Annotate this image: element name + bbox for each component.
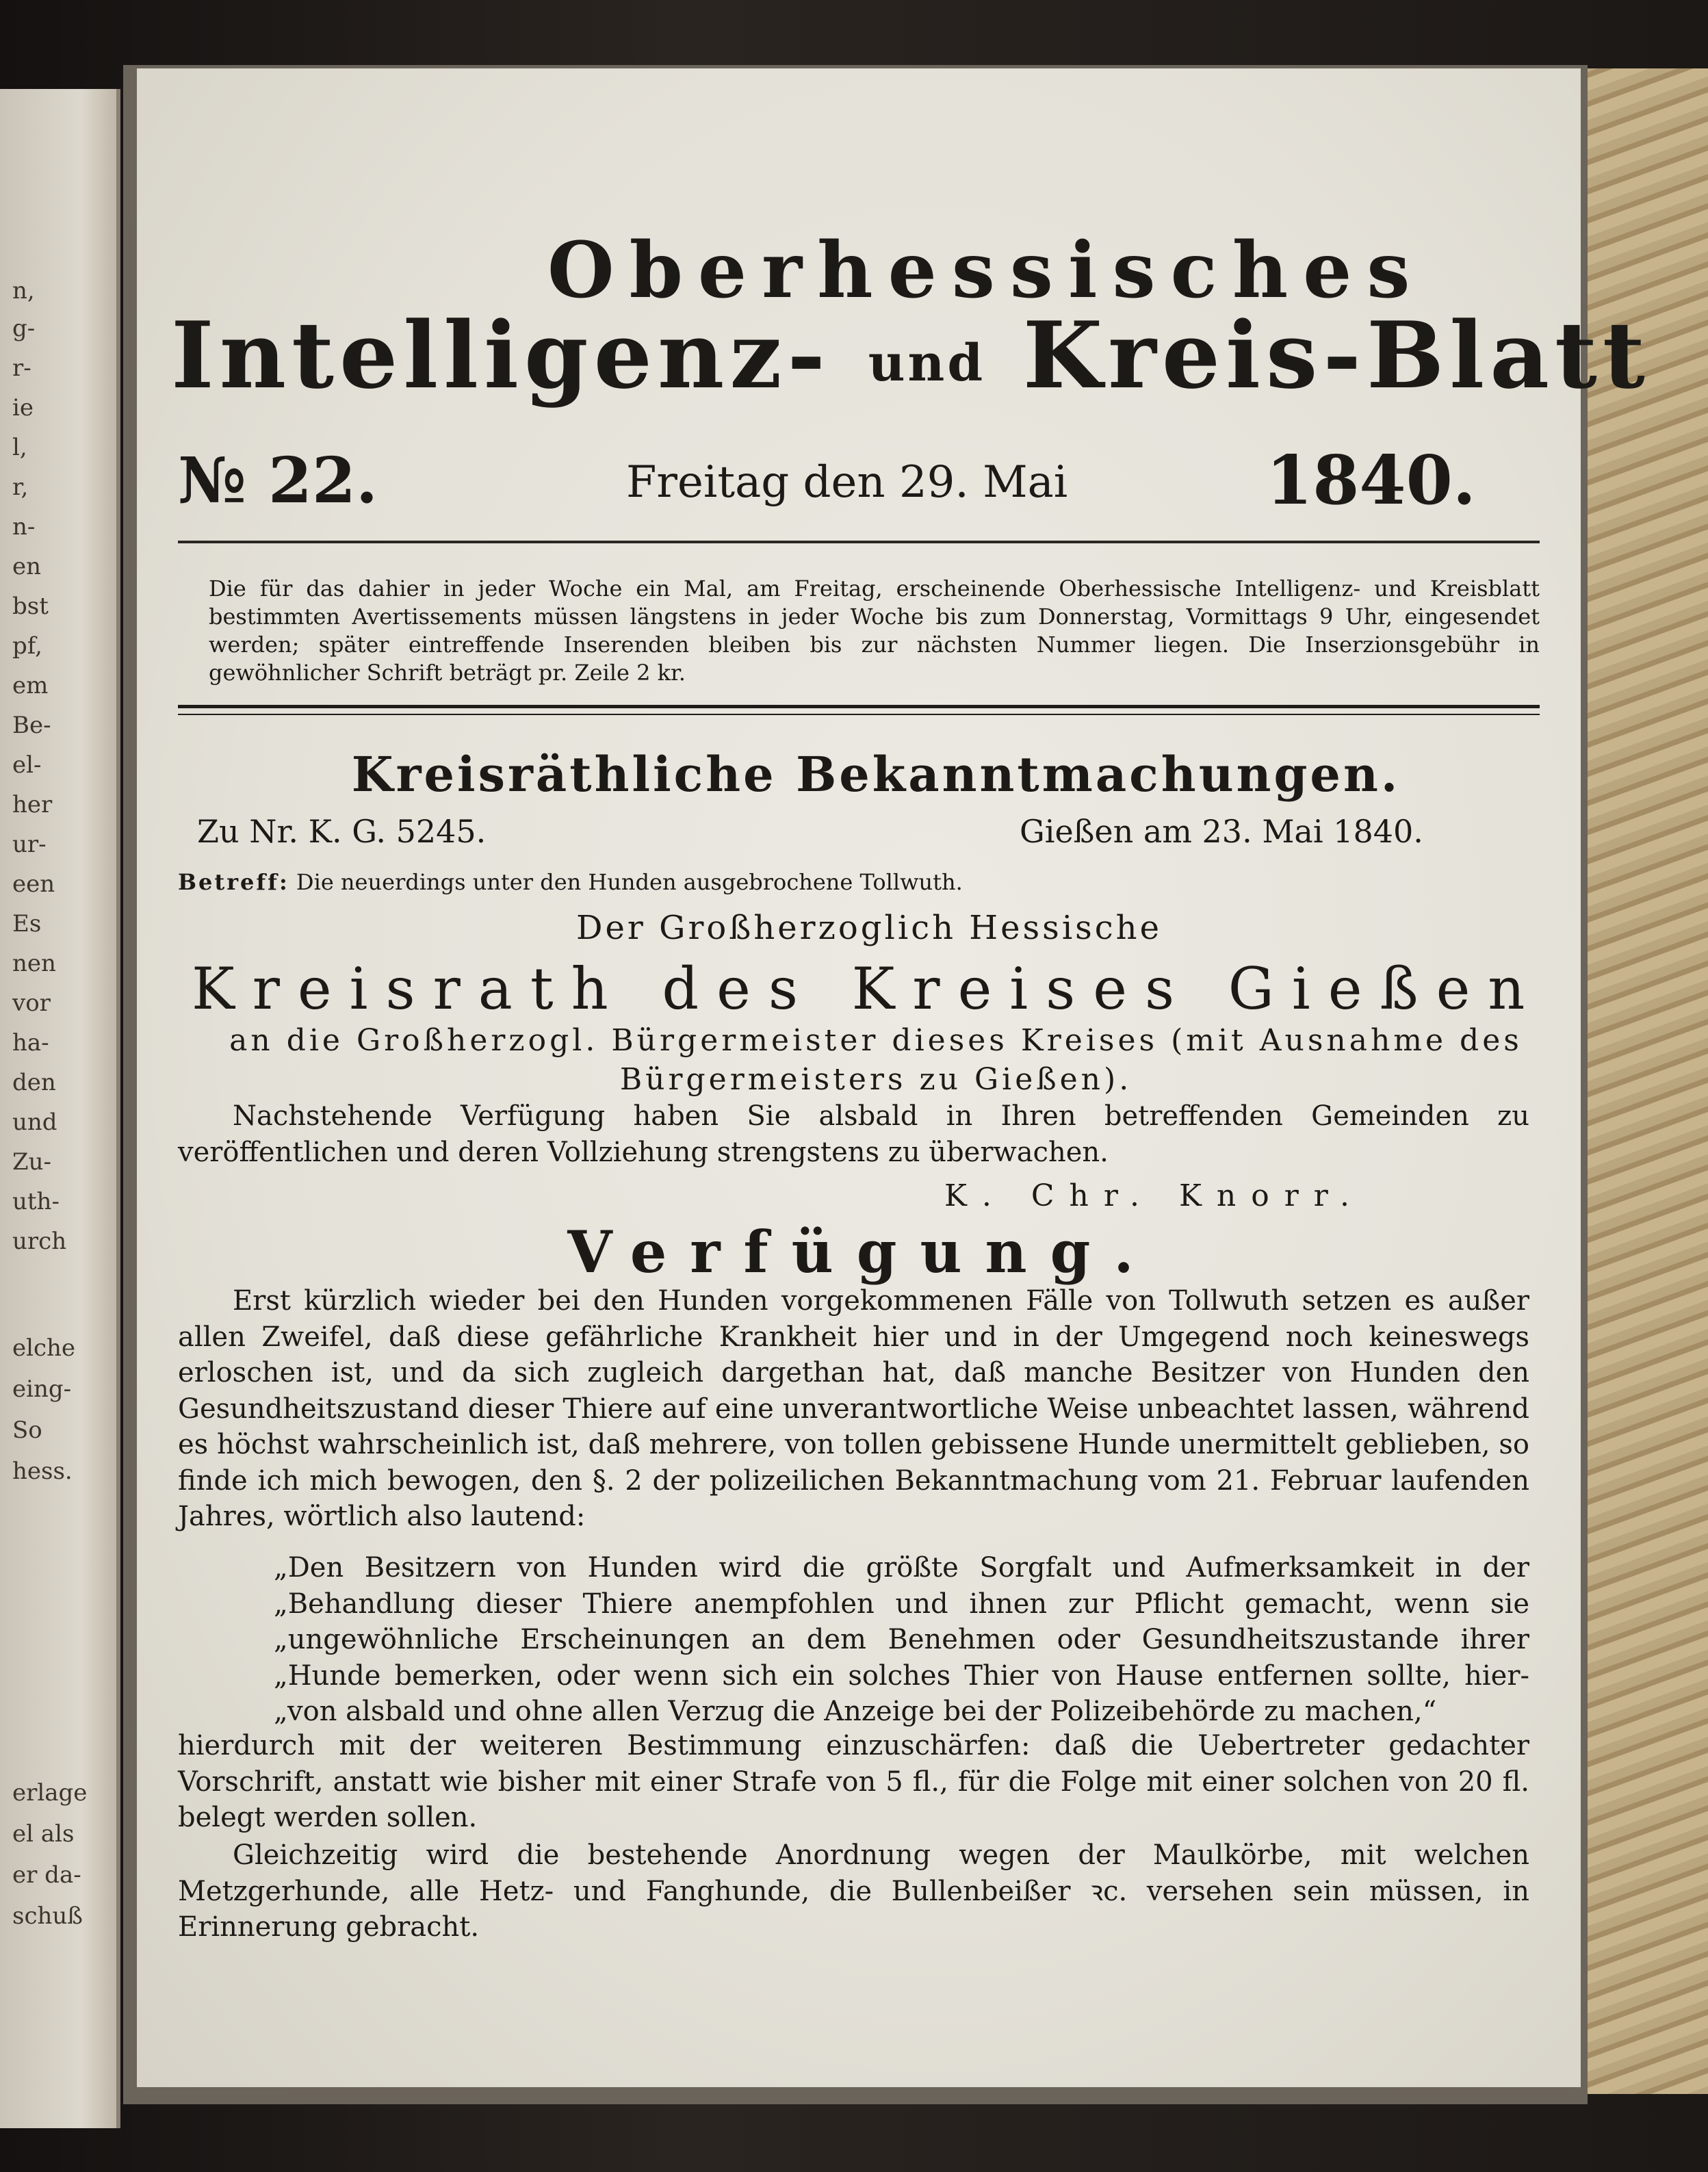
subject-label: Betreff: (178, 869, 289, 895)
previous-page-fragment: vor (12, 990, 51, 1017)
previous-page-fragment: pf, (12, 632, 42, 660)
previous-page-fragment: el als (12, 1820, 75, 1848)
issuer-line: Der Großherzoglich Hessische (576, 909, 1162, 947)
section-title: Kreisräthliche Bekanntmachungen. (351, 746, 1401, 803)
previous-page-fragment: Es (12, 910, 42, 938)
previous-page-fragment: n, (12, 277, 35, 305)
previous-page-fragment: elche (12, 1334, 76, 1362)
previous-page-fragment: nen (12, 950, 56, 977)
previous-page-fragment: ha- (12, 1029, 49, 1057)
previous-page-fragment: een (12, 870, 55, 898)
issue-year: 1840. (1266, 441, 1476, 520)
intro-paragraph (178, 1098, 1529, 1170)
previous-page-fragment: em (12, 672, 49, 699)
section-divider (178, 705, 1540, 715)
reference-number: Zu Nr. K. G. 5245. (197, 813, 487, 850)
previous-page-fragment: g- (12, 315, 36, 342)
decree-paragraph (178, 1283, 1529, 1535)
decree-continuation-text: hierdurch mit der weiteren Bestimmung einzuschärfen: daß die Uebertreter gedachter Vorschrift, anstatt wie bisher mit einer Strafe von 5 fl., für die Folge mit einer solchen von 20 fl. belegt werden sollen. (178, 1730, 1529, 1833)
previous-page-fragment: r- (12, 354, 31, 382)
previous-page-fragment: her (12, 791, 53, 818)
masthead-title-part: Intelligenz- (171, 301, 831, 409)
previous-page-fragment: eing- (12, 1375, 72, 1403)
decree-continuation (178, 1728, 1529, 1836)
masthead-title-conjunction: und (868, 334, 986, 393)
previous-page-fragment: hess. (12, 1458, 73, 1485)
previous-page-fragment: Be- (12, 712, 51, 739)
addressee-line: Bürgermeisters zu Gießen). (619, 1062, 1133, 1097)
previous-page-fragment: r, (12, 474, 29, 501)
previous-page-fragment: den (12, 1069, 56, 1096)
previous-page-fragment: l, (12, 434, 27, 461)
issue-date: Freitag den 29. Mai (626, 457, 1068, 508)
decree-title: Verfügung. (567, 1218, 1157, 1286)
subscription-notice: Die für das dahier in jeder Woche ein Mal, am Freitag, erscheinende Oberhessische Intelligenz- und Kreisblatt bestimmten Avertissements müssen längstens in jeder Woche bis zum Donnerstag, Vormittags 9 Uhr, eingesendet werden; später eintreffende Inserenden bleiben bis zur nächsten Nummer liegen. Die Inserzionsgebühr in gewöhnlicher Schrift beträgt pr. Zeile 2 kr. (209, 576, 1540, 686)
previous-page-fragment: ie (12, 394, 34, 422)
masthead-title (171, 301, 1651, 409)
previous-page-fragment: er da- (12, 1861, 81, 1889)
previous-page-fragment: urch (12, 1228, 67, 1255)
addressee-line: an die Großherzogl. Bürgermeister dieses Kreises (mit Ausnahme des (229, 1023, 1523, 1058)
header-rule (178, 541, 1540, 543)
quoted-regulation (178, 1550, 1529, 1730)
previous-page-fragment: en (12, 553, 42, 580)
subject-text: Die neuerdings unter den Hunden ausgebrochene Tollwuth. (296, 869, 963, 895)
previous-page-fragment: und (12, 1109, 57, 1136)
previous-page-fragment: erlage (12, 1779, 88, 1807)
issue-number: № 22. (178, 443, 378, 517)
previous-page-fragment: n- (12, 513, 36, 541)
previous-page-fragment: el- (12, 751, 42, 779)
signature: K. Chr. Knorr. (944, 1178, 1364, 1213)
intro-text: Nachstehende Verfügung haben Sie alsbald in Ihren betreffenden Gemeinden zu veröffentlichen und deren Vollziehung strengstens zu überwachen. (178, 1100, 1529, 1168)
previous-page-edge (0, 89, 120, 2128)
final-paragraph-text: Gleichzeitig wird die bestehende Anordnung wegen der Maulkörbe, mit welchen Metzgerhunde, alle Hetz- und Fanghunde, die Bullenbeißer ꝛc. versehen sein müssen, in Erinnerung gebracht. (178, 1839, 1529, 1943)
final-paragraph (178, 1837, 1529, 1945)
quoted-regulation-text: „Den Besitzern von Hunden wird die größte Sorgfalt und Aufmerksamkeit in der „Behandlung dieser Thiere anempfohlen und ihnen zur Pflicht gemacht, wenn sie „ungewöhnliche Erscheinungen an dem Benehmen oder Gesundheitszustande ihrer „Hunde bemerken, oder wenn sich ein solches Thier von Hause entfernen sollte, hier- „von alsbald und ohne allen Verzug die Anzeige bei der Polizeibehörde zu machen,“ (274, 1552, 1529, 1727)
decree-text: Erst kürzlich wieder bei den Hunden vorgekommenen Fälle von Tollwuth setzen es außer allen Zweifel, daß diese gefährliche Krankheit hier und in der Umgegend noch keineswegs erloschen ist, und da sich zugleich dargethan hat, daß manche Besitzer von Hunden den Gesundheitszustand dieser Thiere auf eine unverantwortliche Weise unbeachtet lassen, während es höchst wahrscheinlich ist, daß mehrere, von tollen gebissene Hunde unermittelt geblieben, so finde ich mich bewogen, den §. 2 der polizeilichen Bekanntmachung vom 21. Februar laufenden Jahres, wörtlich also lautend: (178, 1285, 1529, 1532)
masthead-region: Oberhessisches (547, 226, 1425, 315)
newspaper-page (137, 68, 1651, 2087)
previous-page-fragment: ur- (12, 831, 47, 858)
subject-line (178, 869, 963, 895)
previous-page-fragment: schuß (12, 1902, 83, 1930)
masthead-title-part: Kreis-Blatt (1022, 301, 1651, 409)
issuer-title: Kreisrath des Kreises Gießen (192, 955, 1543, 1022)
previous-page-fragment: So (12, 1417, 42, 1444)
previous-page-fragment: bst (12, 593, 49, 620)
place-date: Gießen am 23. Mai 1840. (1020, 813, 1423, 850)
previous-page-fragment: uth- (12, 1188, 60, 1215)
previous-page-fragment: Zu- (12, 1148, 52, 1176)
